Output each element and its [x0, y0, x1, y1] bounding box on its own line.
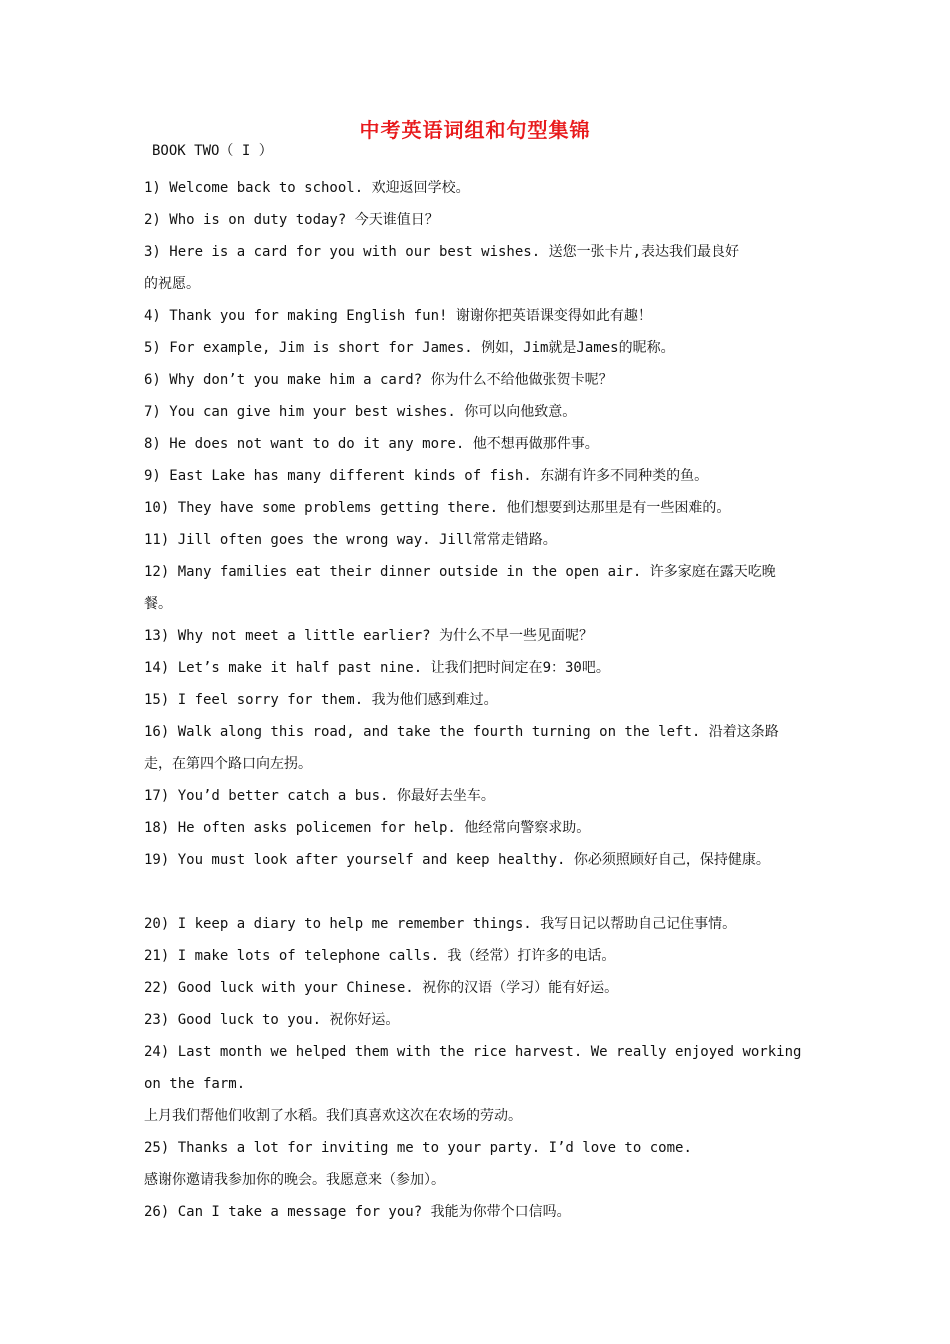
- text-line: 走，在第四个路口向左拐。: [144, 756, 312, 772]
- text-line: 24) Last month we helped them with the rice harvest. We really enjoyed working: [144, 1044, 802, 1060]
- text-line: 1) Welcome back to school. 欢迎返回学校。: [144, 180, 470, 196]
- text-line: on the farm.: [144, 1076, 246, 1092]
- text-line: 的祝愿。: [144, 276, 200, 292]
- text-line: 25) Thanks a lot for inviting me to your party. I’d love to come.: [144, 1140, 692, 1156]
- document-subtitle: BOOK TWO（ I ）: [152, 143, 273, 159]
- document-body: [144, 172, 809, 1228]
- text-line: 上月我们帮他们收割了水稻。我们真喜欢这次在农场的劳动。: [144, 1108, 522, 1124]
- text-line: 4) Thank you for making English fun! 谢谢你把英语课变得如此有趣！: [144, 308, 652, 324]
- text-line: 6) Why don’t you make him a card? 你为什么不给他做张贺卡呢？: [144, 372, 613, 388]
- text-line: 餐。: [144, 596, 172, 612]
- blank-line: [144, 876, 809, 908]
- text-line: 23) Good luck to you. 祝你好运。: [144, 1012, 400, 1028]
- text-line: 14) Let’s make it half past nine. 让我们把时间定在9：30吧。: [144, 660, 610, 676]
- text-line: 8) He does not want to do it any more. 他不想再做那件事。: [144, 436, 599, 452]
- text-line: 7) You can give him your best wishes. 你可以向他致意。: [144, 404, 577, 420]
- text-line: 20) I keep a diary to help me remember things. 我写日记以帮助自己记住事情。: [144, 916, 737, 932]
- text-line: 17) You’d better catch a bus. 你最好去坐车。: [144, 788, 495, 804]
- text-line: 22) Good luck with your Chinese. 祝你的汉语（学习）能有好运。: [144, 980, 619, 996]
- text-line: 10) They have some problems getting there. 他们想要到达那里是有一些困难的。: [144, 500, 731, 516]
- text-line: 21) I make lots of telephone calls. 我（经常）打许多的电话。: [144, 948, 616, 964]
- text-line: 16) Walk along this road, and take the fourth turning on the left. 沿着这条路: [144, 724, 779, 740]
- text-line: 19) You must look after yourself and keep healthy. 你必须照顾好自己，保持健康。: [144, 852, 770, 868]
- text-line: 感谢你邀请我参加你的晚会。我愿意来（参加）。: [144, 1172, 445, 1188]
- text-line: 5) For example, Jim is short for James. 例如，Jim就是James的昵称。: [144, 340, 675, 356]
- text-line: 2) Who is on duty today? 今天谁值日？: [144, 212, 439, 228]
- document-title: 中考英语词组和句型集锦: [359, 118, 591, 142]
- text-line: 9) East Lake has many different kinds of fish. 东湖有许多不同种类的鱼。: [144, 468, 709, 484]
- text-line: 15) I feel sorry for them. 我为他们感到难过。: [144, 692, 498, 708]
- text-line: 26) Can I take a message for you? 我能为你带个口信吗。: [144, 1204, 571, 1220]
- text-line: 13) Why not meet a little earlier? 为什么不早一些见面呢？: [144, 628, 594, 644]
- text-line: 11) Jill often goes the wrong way. Jill常常走错路。: [144, 532, 557, 548]
- text-line: 18) He often asks policemen for help. 他经常向警察求助。: [144, 820, 591, 836]
- text-line: 12) Many families eat their dinner outside in the open air. 许多家庭在露天吃晚: [144, 564, 776, 580]
- text-line: 3) Here is a card for you with our best wishes. 送您一张卡片,表达我们最良好: [144, 244, 740, 260]
